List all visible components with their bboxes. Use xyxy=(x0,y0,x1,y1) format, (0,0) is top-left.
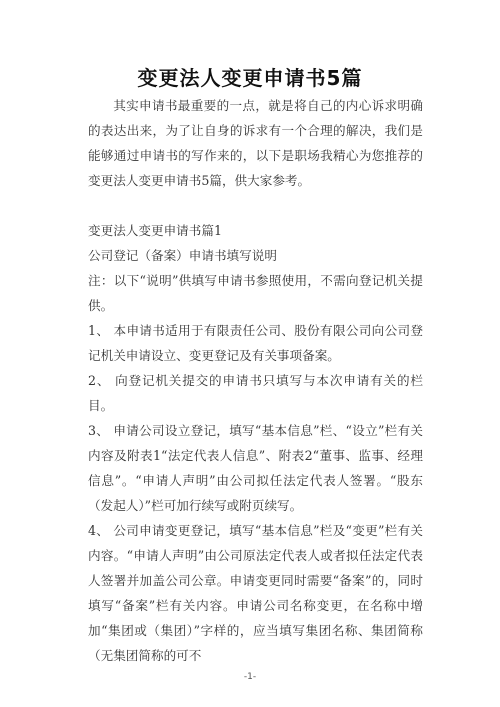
document-body xyxy=(88,93,423,668)
list-item: 2、 向登记机关提交的申请书只填写与本次申请有关的栏目。 xyxy=(88,373,423,413)
note-paragraph: 注：以下“说明”供填写申请书参照使用，不需向登记机关提供。 xyxy=(88,273,423,313)
document-title: 变更法人变更申请书5篇 xyxy=(137,66,363,90)
subheading: 公司登记（备案）申请书填写说明 xyxy=(88,248,277,263)
paragraph-gap xyxy=(88,193,423,218)
intro-paragraph: 其实申请书最重要的一点，就是将自己的内心诉求明确的表达出来，为了让自身的诉求有一个合理的解决，我们是能够通过申请书的写作来的，以下是职场我精心为您推荐的变更法人变更申请书5篇，供大家参考。 xyxy=(88,98,423,188)
list-item: 1、 本申请书适用于有限责任公司、股份有限公司向公司登记机关申请设立、变更登记及有关事项备案。 xyxy=(88,323,423,363)
list-item: 3、 申请公司设立登记，填写“基本信息”栏、“设立”栏有关内容及附表1“法定代表人信息”、附表2“董事、监事、经理信息”。“申请人声明”由公司拟任法定代表人签署。“股东（发起人）”栏可加行续写或附页续写。 xyxy=(88,423,423,513)
section-heading: 变更法人变更申请书篇1 xyxy=(88,223,222,238)
list-item: 4、 公司申请变更登记，填写“基本信息”栏及“变更”栏有关内容。“申请人声明”由公司原法定代表人或者拟任法定代表人签署并加盖公司公章。申请变更同时需要“备案”的，同时填写“备案”栏有关内容。申请公司名称变更，在名称中增加“集团或（集团）”字样的，应当填写集团名称、集团简称（无集团简称的可不 xyxy=(88,523,423,663)
page-number: -1- xyxy=(243,672,257,682)
